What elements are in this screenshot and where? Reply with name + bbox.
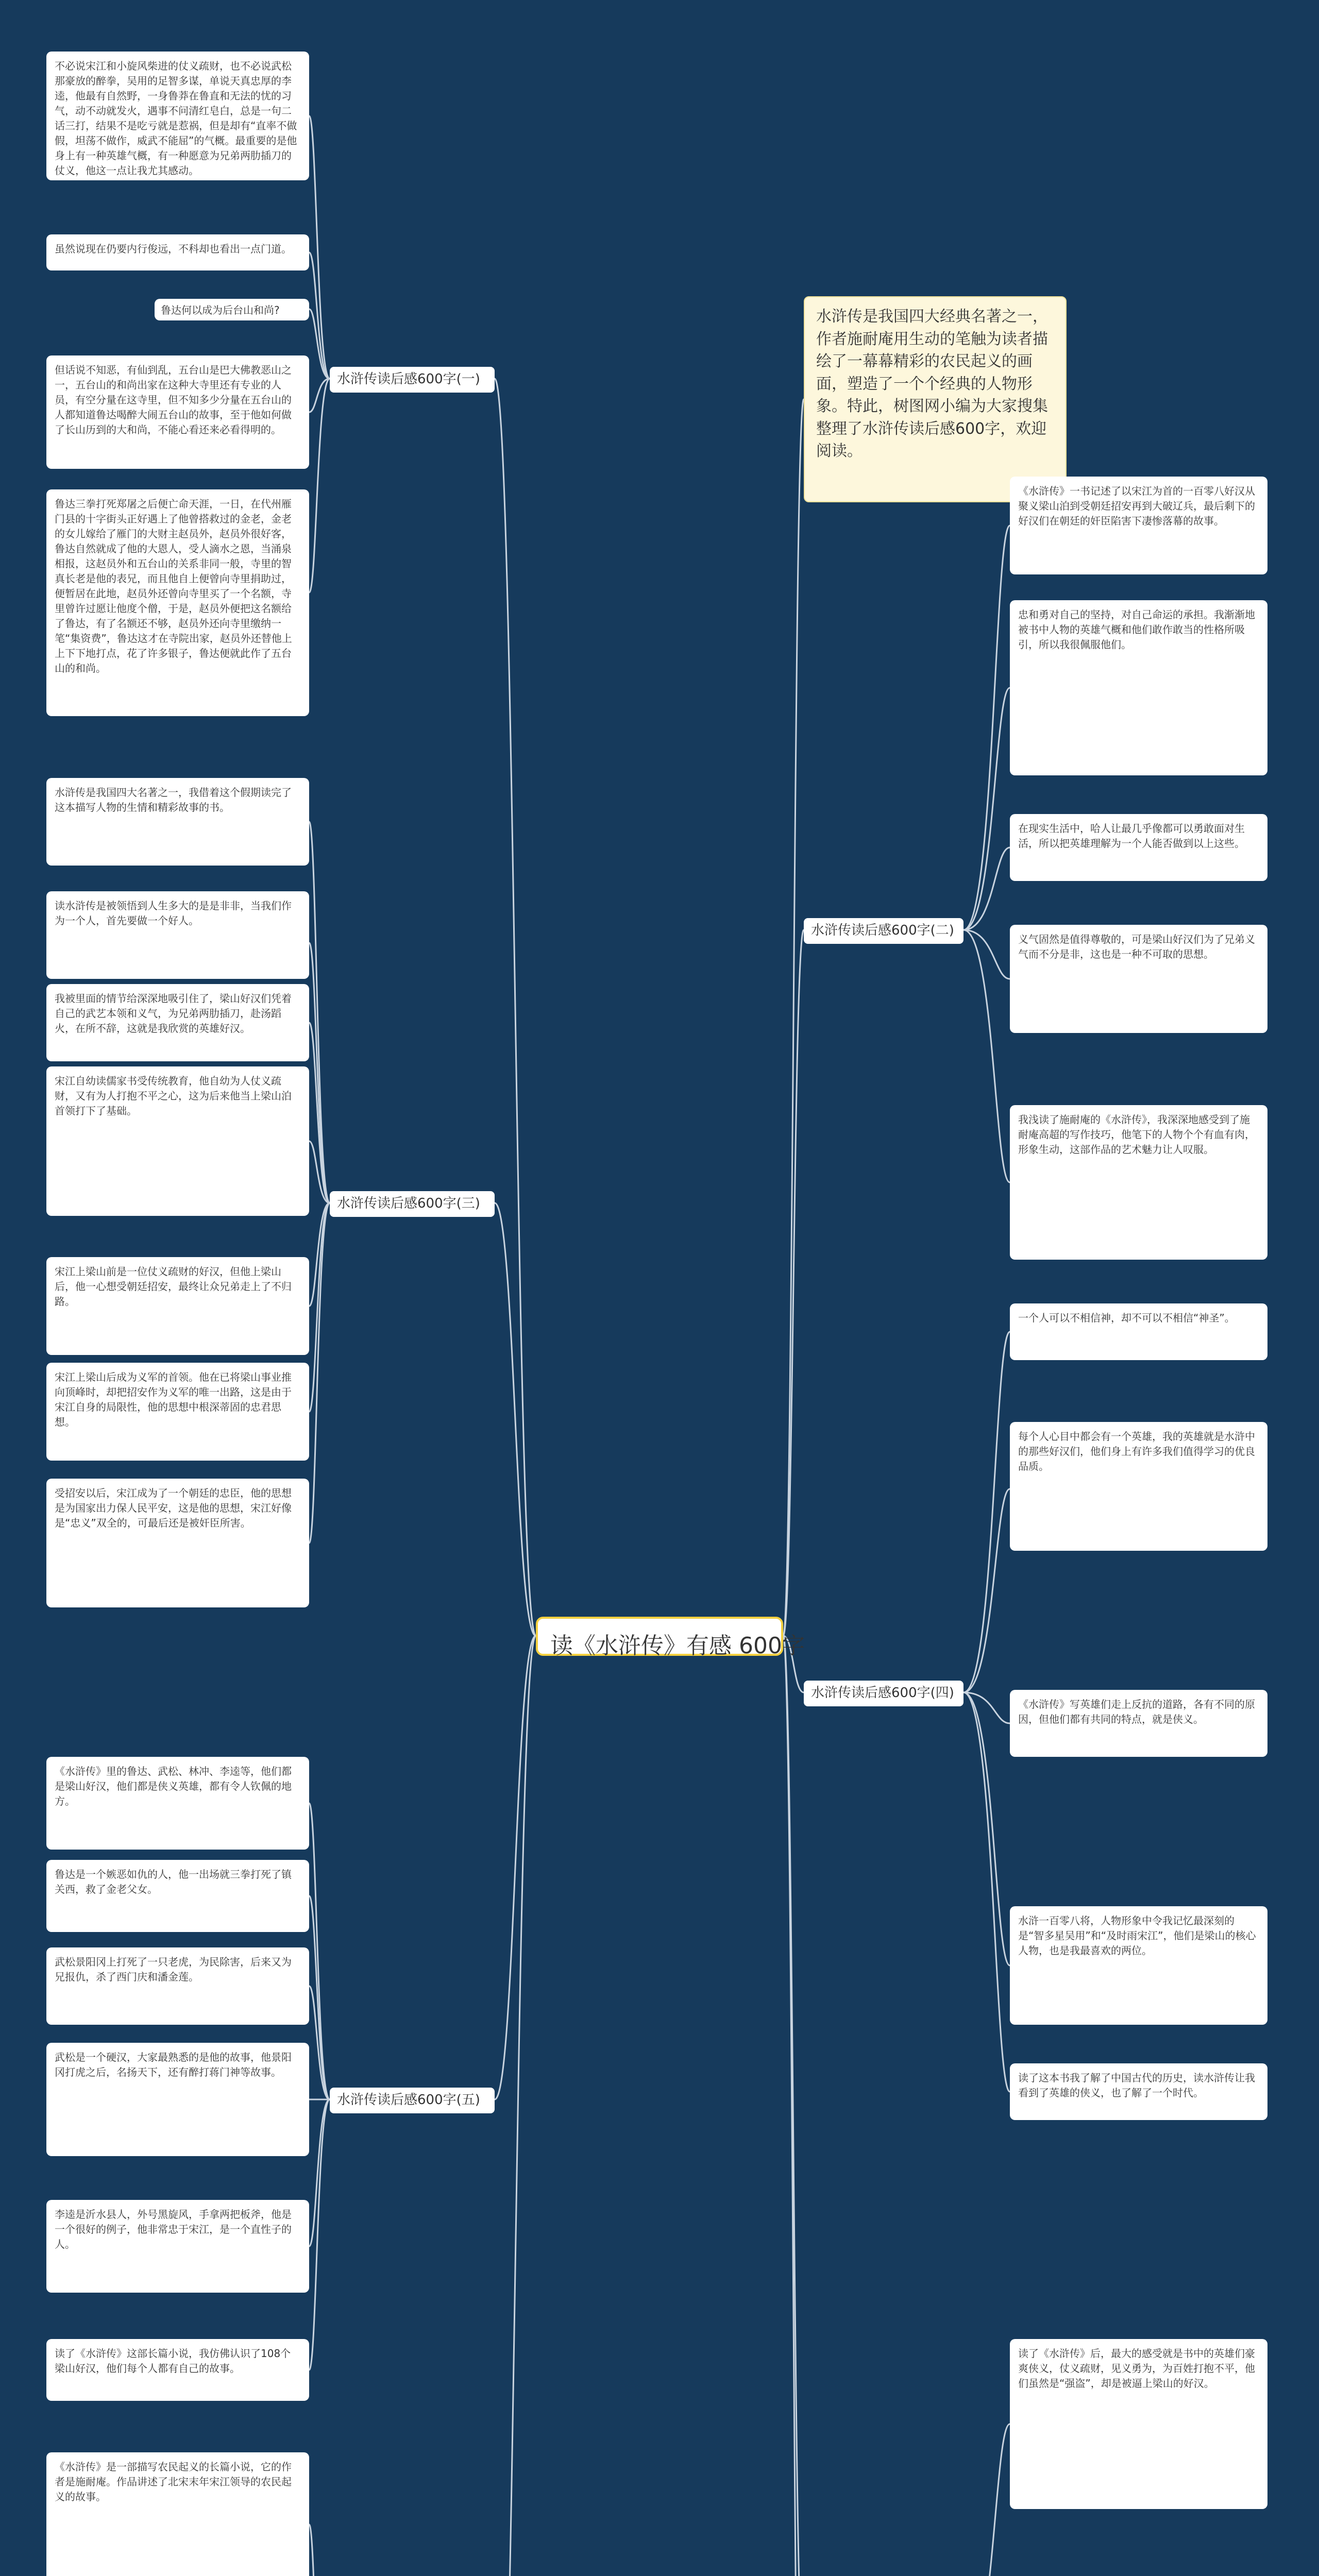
note-card: 一个人可以不相信神，却不可以不相信“神圣”。 [1010,1303,1267,1360]
note-card: 读了《水浒传》这部长篇小说，我仿佛认识了108个梁山好汉，他们每个人都有自己的故事。 [46,2339,309,2401]
note-card: 李逵是沂水县人，外号黑旋风，手拿两把板斧，他是一个很好的例子，他非常忠于宋江，是一个直性子的人。 [46,2200,309,2293]
note-card: 《水浒传》写英雄们走上反抗的道路，各有不同的原因，但他们都有共同的特点，就是侠义。 [1010,1690,1267,1757]
branch-label-2[interactable]: 水浒传读后感600字(二) [804,918,963,944]
note-card: 义气固然是值得尊敬的，可是梁山好汉们为了兄弟义气而不分是非，这也是一种不可取的思想。 [1010,925,1267,1033]
intro-summary: 水浒传是我国四大经典名著之一，作者施耐庵用生动的笔触为读者描绘了一幕幕精彩的农民起义的画面，塑造了一个个经典的人物形象。特此，树图网小编为大家搜集整理了水浒传读后感600字，欢迎阅读。 [804,296,1067,502]
note-card: 读了这本书我了解了中国古代的历史，读水浒传让我看到了英雄的侠义，也了解了一个时代。 [1010,2063,1267,2120]
note-card: 读水浒传是被领悟到人生多大的是是非非，当我们作为一个人，首先要做一个好人。 [46,891,309,979]
note-card: 鲁达何以成为后台山和尚? [155,299,309,320]
note-card: 宋江上梁山前是一位仗义疏财的好汉，但他上梁山后，他一心想受朝廷招安，最终让众兄弟走上了不归路。 [46,1257,309,1355]
note-card: 读了《水浒传》后，最大的感受就是书中的英雄们豪爽侠义，仗义疏财，见义勇为，为百姓打抱不平，他们虽然是“强盗”，却是被逼上梁山的好汉。 [1010,2339,1267,2509]
note-card: 武松是一个硬汉，大家最熟悉的是他的故事，他景阳冈打虎之后，名扬天下，还有醉打蒋门神等故事。 [46,2043,309,2156]
branch-label-1[interactable]: 水浒传读后感600字(一) [330,367,495,393]
note-card: 我被里面的情节给深深地吸引住了，梁山好汉们凭着自己的武艺本领和义气，为兄弟两肋插刀，赴汤蹈火，在所不辞，这就是我欣赏的英雄好汉。 [46,984,309,1061]
note-card: 在现实生活中，哈人让最几乎像都可以勇敢面对生活，所以把英雄理解为一个人能否做到以上这些。 [1010,814,1267,881]
branch-label-4[interactable]: 水浒传读后感600字(四) [804,1681,963,1706]
note-card: 《水浒传》是一部描写农民起义的长篇小说，它的作者是施耐庵。作品讲述了北宋末年宋江领导的农民起义的故事。 [46,2452,309,2576]
note-card: 但话说不知恶，有仙到乱，五台山是巴大佛教恶山之一，五台山的和尚出家在这种大寺里还有专业的人员，有空分量在这寺里，但不知多少分量在五台山的人都知道鲁达喝醉大闹五台山的故事，至于他如何做了长山历到的大和尚，不能心看还来必看得明的。 [46,355,309,469]
note-card: 鲁达是一个嫉恶如仇的人，他一出场就三拳打死了镇关西，救了金老父女。 [46,1860,309,1932]
note-card: 鲁达三拳打死郑屠之后便亡命天涯，一日，在代州雁门县的十字街头正好遇上了他曾搭救过的金老，金老的女儿嫁给了雁门的大财主赵员外，赵员外很好客，鲁达自然就成了他的大恩人，受人滴水之恩，当涌泉相报，这赵员外和五台山的关系非同一般，寺里的智真长老是他的表兄，而且他自上便曾向寺里捐助过，便暂居在此地，赵员外还曾向寺里买了一个名额，寺里曾许过愿让他度个僧，于是，赵员外便把这名额给了鲁达，有了名额还不够，赵员外还向寺里缴纳一笔“集资费”，鲁达这才在寺院出家，赵员外还替他上上下下地打点，花了许多银子，鲁达便就此作了五台山的和尚。 [46,489,309,716]
note-card: 不必说宋江和小旋风柴进的仗义疏财，也不必说武松那豪放的醉拳，吴用的足智多谋，单说天真忠厚的李逵，他最有自然野，一身鲁莽在鲁直和无法的忧的习气，动不动就发火，遇事不问清红皂白，总是一句二话三打，结果不是吃亏就是惹祸，但是却有“直率不做假，坦荡不做作，威武不能屈”的气概。最重要的是他身上有一种英雄气概，有一种愿意为兄弟两肋插刀的仗义，他这一点让我尤其感动。 [46,52,309,180]
note-card: 武松景阳冈上打死了一只老虎，为民除害，后来又为兄报仇，杀了西门庆和潘金莲。 [46,1947,309,2025]
note-card: 受招安以后，宋江成为了一个朝廷的忠臣，他的思想是为国家出力保人民平安，这是他的思想，宋江好像是“忠义”双全的，可最后还是被奸臣所害。 [46,1479,309,1607]
note-card: 水浒一百零八将，人物形象中令我记忆最深刻的是“智多星吴用”和“及时雨宋江”，他们是梁山的核心人物，也是我最喜欢的两位。 [1010,1906,1267,2025]
note-card: 《水浒传》一书记述了以宋江为首的一百零八好汉从聚义梁山泊到受朝廷招安再到大破辽兵，最后剩下的好汉们在朝廷的奸臣陷害下凄惨落幕的故事。 [1010,477,1267,574]
note-card: 虽然说现在仍要内行俊远，不科却也看出一点门道。 [46,234,309,270]
branch-label-5[interactable]: 水浒传读后感600字(五) [330,2088,495,2113]
note-card: 水浒传是我国四大名著之一，我借着这个假期读完了这本描写人物的生情和精彩故事的书。 [46,778,309,866]
note-card: 宋江上梁山后成为义军的首领。他在已将梁山事业推向顶峰时，却把招安作为义军的唯一出路，这是由于宋江自身的局限性，他的思想中根深蒂固的忠君思想。 [46,1363,309,1461]
note-card: 我浅读了施耐庵的《水浒传》，我深深地感受到了施耐庵高超的写作技巧，他笔下的人物个个有血有肉，形象生动，这部作品的艺术魅力让人叹服。 [1010,1105,1267,1260]
branch-label-3[interactable]: 水浒传读后感600字(三) [330,1191,495,1217]
note-card: 宋江自幼读儒家书受传统教育，他自幼为人仗义疏财，又有为人打抱不平之心，这为后来他当上梁山泊首领打下了基础。 [46,1066,309,1216]
central-topic[interactable]: 读《水浒传》有感 600字 [536,1617,783,1656]
note-card: 忠和勇对自己的坚持，对自己命运的承担。我渐渐地被书中人物的英雄气概和他们敢作敢当的性格所吸引，所以我很佩服他们。 [1010,600,1267,775]
note-card: 每个人心目中都会有一个英雄，我的英雄就是水浒中的那些好汉们，他们身上有许多我们值得学习的优良品质。 [1010,1422,1267,1551]
note-card: 《水浒传》里的鲁达、武松、林冲、李逵等，他们都是梁山好汉，他们都是侠义英雄，都有令人钦佩的地方。 [46,1757,309,1850]
